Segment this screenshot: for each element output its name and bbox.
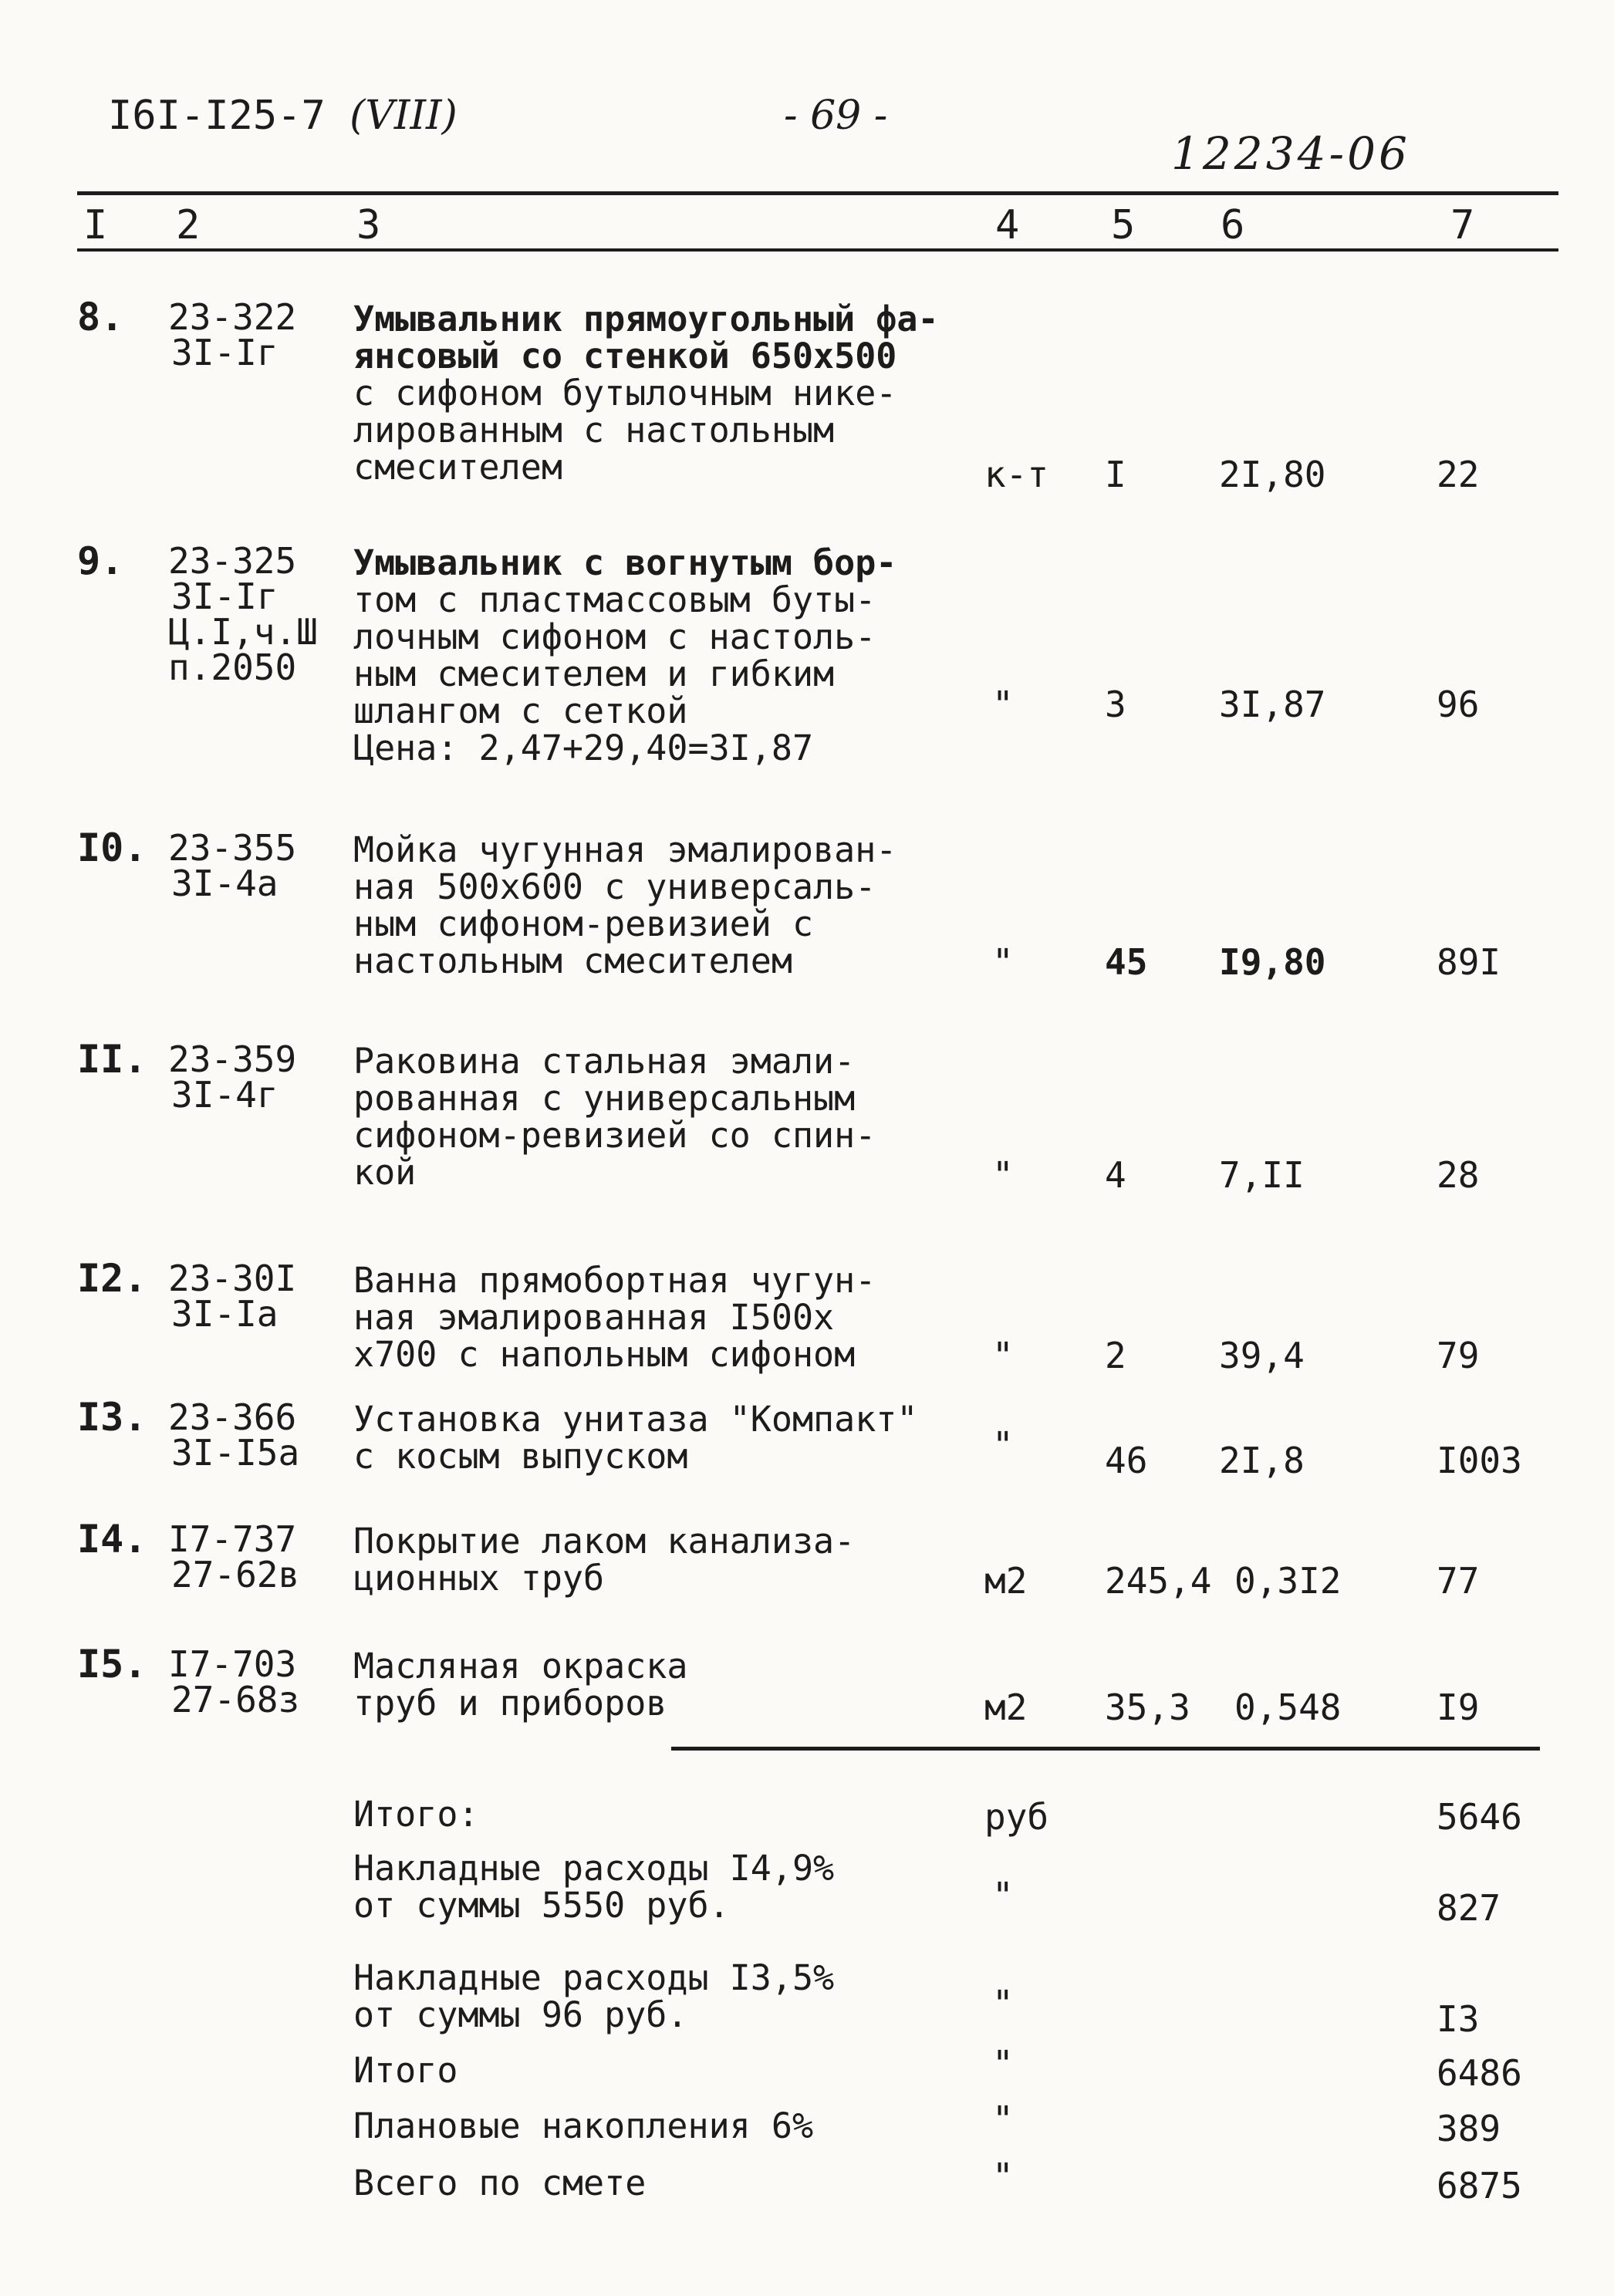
description-line: Покрытие лаком канализа-: [353, 1521, 856, 1562]
document-code: [108, 93, 458, 139]
description-line: лированным с настольным: [353, 410, 835, 451]
column-number-6: 6: [1221, 202, 1245, 248]
rate-code-line: 3I-4а: [171, 863, 279, 904]
description-line: ным сифоном-ревизией с: [353, 903, 814, 944]
description-line: Раковина стальная эмали-: [353, 1041, 856, 1082]
row-number: 8.: [77, 295, 124, 339]
unit-ditto: ": [992, 1154, 1014, 1196]
description-line: Масляная окраска: [353, 1646, 688, 1687]
document-number-handwritten: 12234-06: [1171, 127, 1410, 180]
description-line: Установка унитаза "Компакт": [353, 1399, 918, 1440]
rate-code-line: 23-322: [168, 296, 297, 338]
summary-label-line: Итого: [353, 2050, 458, 2091]
summary-total: 5646: [1437, 1796, 1522, 1838]
summary-total: 389: [1437, 2108, 1501, 2149]
rate-code-line: 3I-Iг: [171, 332, 279, 373]
unit: м2: [984, 1560, 1028, 1602]
column-number-7: 7: [1450, 202, 1475, 248]
description-line: кой: [353, 1152, 417, 1193]
description-line: том с пластмассовым буты-: [353, 579, 876, 620]
unit-price: 7,II: [1219, 1154, 1305, 1196]
rate-code-line: 23-355: [168, 827, 297, 869]
description-line: рованная с универсальным: [353, 1078, 856, 1119]
column-number-4: 4: [995, 202, 1020, 248]
summary-total: 6486: [1437, 2052, 1522, 2094]
summary-unit-ditto: ": [992, 1875, 1014, 1916]
row-total: 89I: [1437, 941, 1501, 983]
row-number: I0.: [77, 826, 147, 870]
row-total: 77: [1437, 1560, 1480, 1602]
item-description: [353, 1401, 986, 1475]
summary-label-line: от суммы 5550 руб.: [353, 1885, 730, 1926]
unit-price: 39,4: [1219, 1335, 1305, 1376]
summary-unit-ditto: ": [992, 2156, 1014, 2197]
rate-code-line: 27-62в: [171, 1554, 300, 1595]
description-line: с сифоном бутылочным нике-: [353, 373, 897, 414]
rate-code-line: 3I-4г: [171, 1074, 279, 1116]
summary-label-line: Накладные расходы I3,5%: [353, 1957, 835, 1998]
item-description: [353, 542, 986, 768]
doc-section-handwritten: (VIII): [349, 93, 458, 139]
description-line: янсовый со стенкой 650x500: [353, 336, 897, 376]
quantity: 4: [1105, 1154, 1126, 1196]
row-total: 79: [1437, 1335, 1480, 1376]
column-number-3: 3: [356, 202, 381, 248]
quantity: 45: [1105, 941, 1148, 983]
unit-price: 3I,87: [1219, 684, 1326, 725]
row-total: I9: [1437, 1687, 1480, 1728]
description-line: ная эмалированная I500x: [353, 1297, 835, 1338]
summary-label-line: Всего по смете: [353, 2163, 647, 2203]
unit: м2: [984, 1687, 1028, 1728]
quantity: 35,3: [1105, 1687, 1190, 1728]
row-number: I2.: [77, 1256, 147, 1301]
quantity: 46: [1105, 1440, 1148, 1481]
rate-code: [168, 827, 297, 904]
description-line: труб и приборов: [353, 1683, 667, 1724]
unit-price: 0,548: [1234, 1687, 1342, 1728]
rate-code-line: I7-703: [168, 1643, 297, 1685]
rate-code-line: 23-30I: [168, 1258, 297, 1299]
summary-total: I3: [1437, 1998, 1480, 2040]
description-line: шлангом с сеткой: [353, 690, 688, 731]
summary-unit-ditto: ": [992, 2043, 1014, 2085]
summary-label: [353, 1850, 971, 1924]
rate-code: [168, 540, 318, 688]
unit-ditto: ": [992, 1424, 1014, 1466]
top-rule: [77, 191, 1558, 195]
unit-price: 0,3I2: [1234, 1560, 1342, 1602]
description-line: Умывальник прямоугольный фа-: [353, 299, 939, 339]
item-description: [353, 301, 986, 486]
summary-total: 827: [1437, 1887, 1501, 1929]
summary-label-line: Накладные расходы I4,9%: [353, 1848, 835, 1889]
item-description: [353, 1262, 986, 1373]
rate-code-line: 3I-Iа: [171, 1293, 279, 1335]
unit-ditto: ": [992, 684, 1014, 725]
column-number-2: 2: [176, 202, 201, 248]
doc-code-text: I6I-I25-7: [108, 93, 326, 139]
description-line: Умывальник с вогнутым бор-: [353, 542, 897, 583]
summary-label: [353, 1796, 971, 1833]
quantity: 3: [1105, 684, 1126, 725]
page-number: - 69 -: [784, 93, 888, 139]
summary-total: 6875: [1437, 2165, 1522, 2207]
rate-code-line: 23-366: [168, 1396, 297, 1438]
row-total: 22: [1437, 454, 1480, 495]
description-line: Ванна прямобортная чугун-: [353, 1260, 876, 1301]
rate-code: [168, 1643, 300, 1720]
summary-label: [353, 2165, 971, 2202]
rate-code-line: 27-68з: [171, 1679, 300, 1720]
column-header-rule: [77, 248, 1558, 252]
item-description: [353, 1523, 986, 1597]
description-line: ционных труб: [353, 1558, 605, 1599]
description-line: настольным смесителем: [353, 940, 792, 981]
description-line: ная 500x600 с универсаль-: [353, 866, 876, 907]
row-number: 9.: [77, 539, 124, 583]
rate-code-line: 23-359: [168, 1038, 297, 1080]
row-number: I5.: [77, 1642, 147, 1687]
unit-ditto: ": [992, 1335, 1014, 1376]
summary-unit: руб: [984, 1796, 1049, 1838]
totals-rule: [671, 1747, 1540, 1751]
rate-code: [168, 1038, 297, 1116]
description-line: лочным сифоном с настоль-: [353, 616, 876, 657]
row-number: I3.: [77, 1395, 147, 1440]
unit-price: 2I,80: [1219, 454, 1326, 495]
unit: к-т: [984, 454, 1049, 495]
summary-label-line: Плановые накопления 6%: [353, 2105, 814, 2146]
quantity: 2: [1105, 1335, 1126, 1376]
rate-code-line: 3I-Iг: [171, 576, 279, 617]
item-description: [353, 829, 986, 981]
description-line: Цена: 2,47+29,40=3I,87: [353, 728, 814, 768]
rate-code-line: 23-325: [168, 540, 297, 582]
summary-label: [353, 1957, 971, 2035]
description-line: ным смесителем и гибким: [353, 653, 835, 694]
unit-price: I9,80: [1219, 941, 1326, 983]
quantity: 245,4: [1105, 1560, 1212, 1602]
description-line: Мойка чугунная эмалирован-: [353, 829, 897, 870]
row-total: I003: [1437, 1440, 1522, 1481]
rate-code-line: п.2050: [168, 647, 297, 688]
summary-label-line: от суммы 96 руб.: [353, 1994, 688, 2035]
unit-price: 2I,8: [1219, 1440, 1305, 1481]
summary-unit-ditto: ": [992, 1983, 1014, 2024]
rate-code-line: Ц.I,ч.Ш: [168, 611, 318, 653]
quantity: I: [1105, 454, 1126, 495]
column-number-5: 5: [1111, 202, 1136, 248]
column-number-1: I: [83, 202, 108, 248]
rate-code: [168, 1396, 300, 1474]
summary-unit-ditto: ": [992, 2098, 1014, 2140]
rate-code: [168, 1258, 297, 1335]
row-number: I4.: [77, 1517, 147, 1562]
unit-ditto: ": [992, 941, 1014, 983]
description-line: x700 с напольным сифоном: [353, 1334, 856, 1375]
description-line: с косым выпуском: [353, 1436, 688, 1477]
row-total: 96: [1437, 684, 1480, 725]
rate-code: [168, 1518, 300, 1595]
rate-code-line: 3I-I5а: [171, 1432, 300, 1474]
item-description: [353, 1648, 986, 1722]
description-line: сифоном-ревизией со спин-: [353, 1115, 876, 1156]
rate-code: [168, 296, 297, 373]
item-description: [353, 1043, 986, 1191]
description-line: смесителем: [353, 447, 562, 488]
row-total: 28: [1437, 1154, 1480, 1196]
rate-code-line: I7-737: [168, 1518, 297, 1560]
summary-label: [353, 2105, 971, 2146]
summary-label-line: Итого:: [353, 1794, 479, 1835]
summary-label: [353, 2052, 971, 2089]
row-number: II.: [77, 1037, 147, 1082]
